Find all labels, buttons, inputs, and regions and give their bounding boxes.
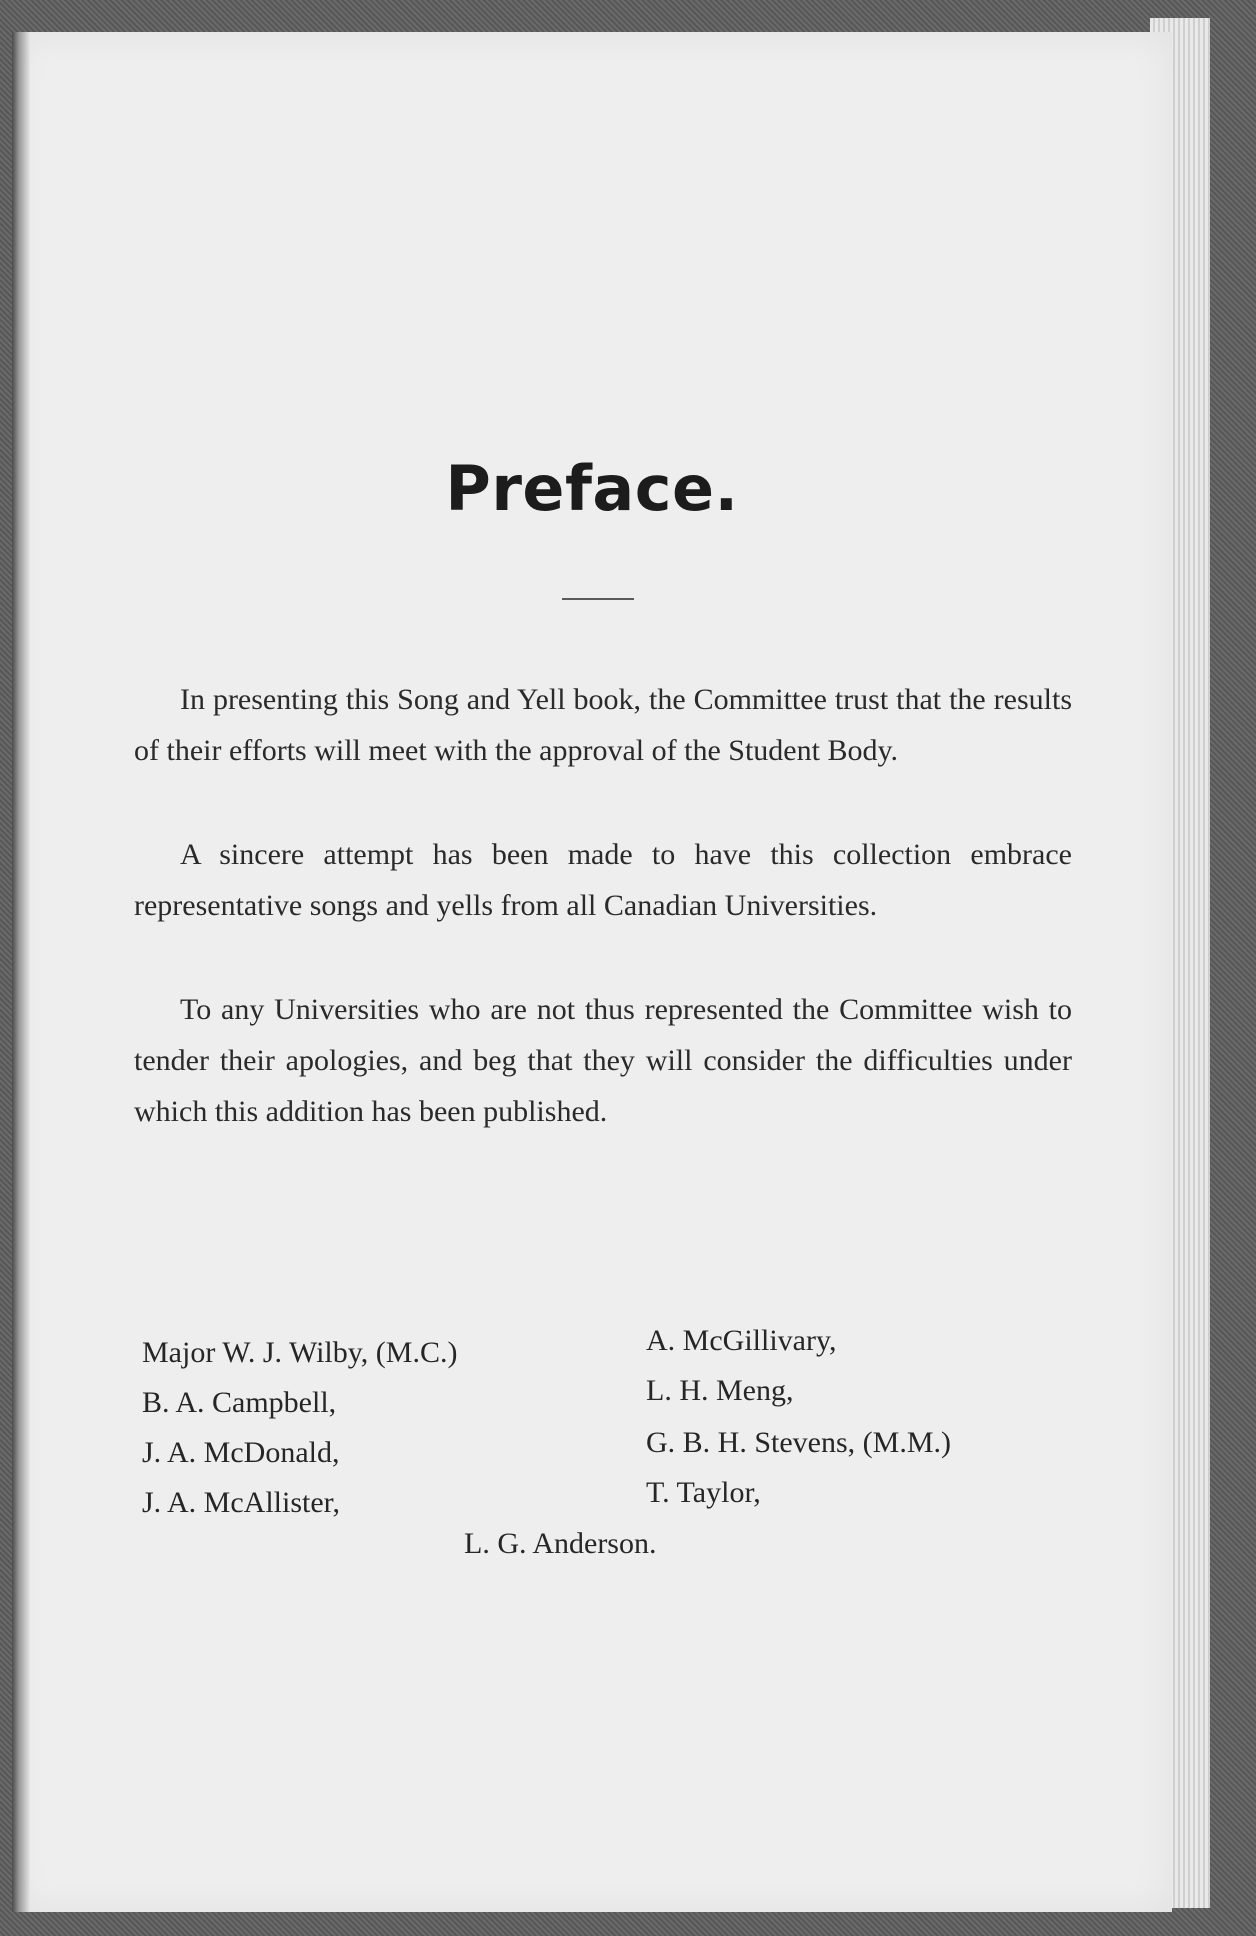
book-page (12, 32, 1172, 1912)
title-divider (562, 598, 634, 600)
signatory: L. H. Meng, (646, 1374, 794, 1407)
signatory: B. A. Campbell, (142, 1386, 337, 1419)
preface-body (134, 674, 1072, 1190)
signatory: G. B. H. Stevens, (M.M.) (646, 1426, 951, 1459)
page-binding-edge (12, 32, 30, 1912)
signatory-center: L. G. Anderson. (464, 1527, 657, 1560)
signatory: A. McGillivary, (646, 1324, 837, 1357)
signatory: J. A. McDonald, (142, 1436, 340, 1469)
signatory: J. A. McAllister, (142, 1486, 340, 1519)
paragraph-3: To any Universities who are not thus represented the Committee wish to tender their apologies, and beg that they will consider the difficulties under which this addition has been published. (134, 993, 1072, 1128)
paragraph-1: In presenting this Song and Yell book, the Committee trust that the results of their efforts will meet with the approval of the Student Body. (134, 683, 1072, 767)
page-title: Preface. (445, 451, 739, 525)
signatory: T. Taylor, (646, 1476, 761, 1509)
signatory: Major W. J. Wilby, (M.C.) (142, 1336, 458, 1369)
paragraph-2: A sincere attempt has been made to have this collection embrace representative songs and yells from all Canadian Universities. (134, 838, 1072, 922)
